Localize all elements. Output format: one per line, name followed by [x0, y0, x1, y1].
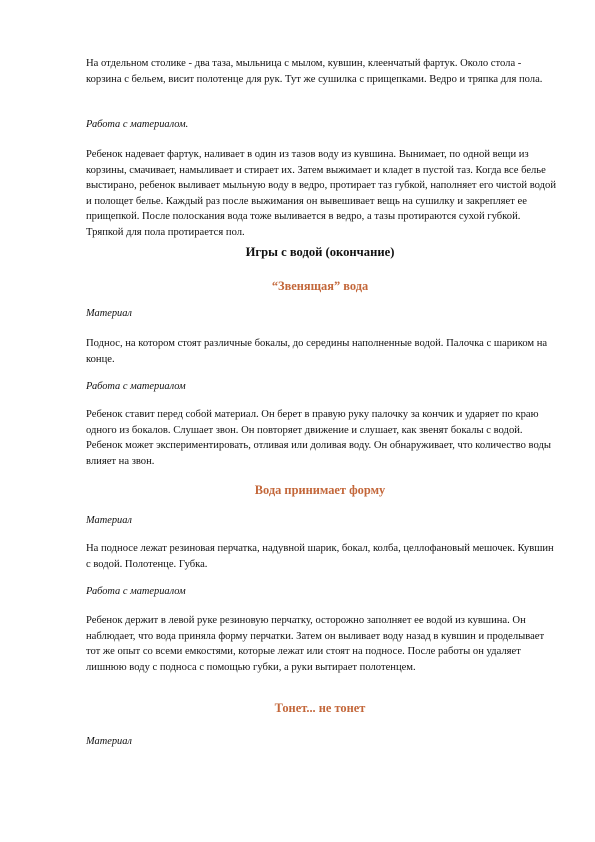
work-label-3: Работа с материалом — [86, 586, 186, 597]
material-label-3: Материал — [86, 736, 132, 747]
ringing-work-paragraph: Ребенок ставит перед собой материал. Он берет в правую руку палочку за кончик и ударяет по краю одного из бокалов. Слушает звон. Он повторяет движение и слушает, как звенят бокалы с водой. Ребенок может экспериментировать, отливая или доливая воду. Он обнаруживает, что количество воды влияет на звон. — [86, 409, 551, 467]
intro-paragraph: На отдельном столике - два таза, мыльница с мылом, кувшин, клеенчатый фартук. Около стола - корзина с бельем, висит полотенце для рук. Тут же сушилка с прищепками. Ведро и тряпка для пола. — [86, 58, 543, 85]
subheading-ringing-water: “Звенящая” вода — [271, 279, 369, 293]
subheading-sinks: Тонет... не тонет — [274, 701, 366, 715]
material-label-2: Материал — [86, 515, 132, 526]
shape-work-paragraph: Ребенок держит в левой руке резиновую перчатку, осторожно заполняет ее водой из кувшина. Он наблюдает, что вода приняла форму перчатки. Затем он выливает воду назад в кувшин и проделывает тот же опыт со всеми емкостями, которые лежат или стоят на подносе. После работы он удаляет лишнюю воду с подноса с помощью губки, а руки вытирает полотенцем. — [86, 615, 545, 673]
subheading-water-shape: Вода принимает форму — [254, 483, 386, 497]
material-label-1: Материал — [86, 308, 132, 319]
ringing-material-paragraph: Поднос, на котором стоят различные бокалы, до середины наполненные водой. Палочка с шариком на конце. — [86, 338, 548, 365]
washing-paragraph: Ребенок надевает фартук, наливает в один из тазов воду из кувшина. Вынимает, по одной вещи из корзины, смачивает, намыливает и стирает их. Затем выжимает и кладет в пустой таз. Когда все белье выстирано, ребенок выливает мыльную воду в ведро, протирает таз губкой, наполняет его чистой водой и полощет белье. Каждый раз после выжимания он вывешивает вещь на сушилку и закрепляет ее прищепкой. После полоскания вода тоже выливается в ведро, а тазы протираются сухой губкой. Тряпкой для пола протирается пол. — [86, 149, 557, 238]
shape-material-paragraph: На подносе лежат резиновая перчатка, надувной шарик, бокал, колба, целлофановый мешочек. Кувшин с водой. Полотенце. Губка. — [86, 543, 554, 570]
section-heading: Игры с водой (окончание) — [245, 245, 395, 259]
work-label-2: Работа с материалом — [86, 381, 186, 392]
work-label-1: Работа с материалом. — [86, 119, 189, 130]
